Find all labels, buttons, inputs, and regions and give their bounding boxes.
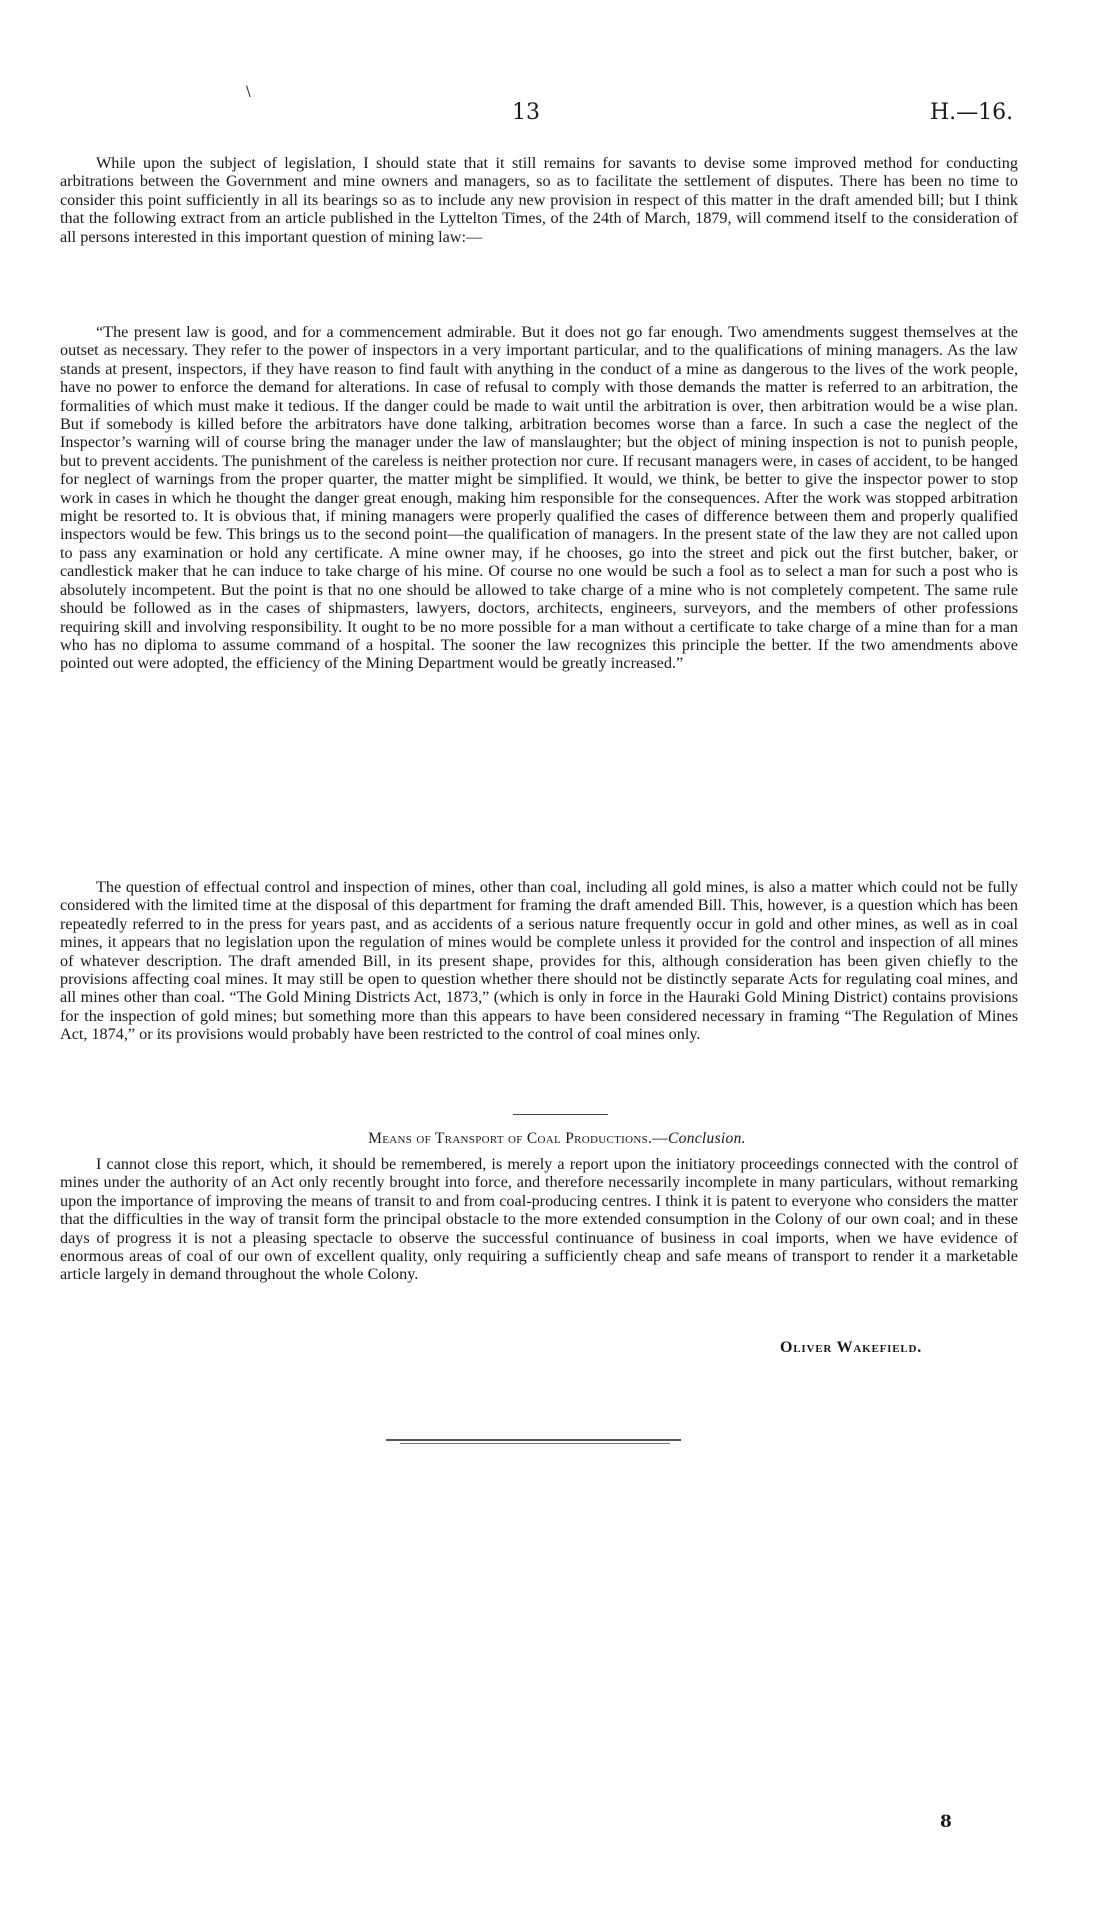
paragraph-legislation [60,154,1018,246]
paragraph-text: I cannot close this report, which, it should be remembered, is merely a report upon the initiatory proceedings connected with the control of mines under the authority of an Act only recently brought into force, and therefore necessarily incomplete in many particulars, without remarking upon the importance of improving the means of transit to and from coal-producing centres. I think it is patent to everyone who considers the matter that the difficulties in the way of transit form the principal obstacle to the more extended consumption in the Colony of our own coal; and in these days of progress it is not a pleasing spectacle to observe the successful continuance of business in coal imports, when we have evidence of enormous areas of coal of our own of excellent quality, only requiring a sufficiently cheap and safe means of transport to render it a marketable article largely in demand throughout the whole Colony. [60,1155,1018,1284]
section-divider [513,1114,608,1115]
paragraph-text: “The present law is good, and for a commencement admirable. But it does not go far enough. Two amendments suggest themselves at the outset as necessary. They refer to the power of inspectors in a very important particular, and to the qualifications of mining managers. As the law stands at present, inspectors, if they have reason to find fault with anything in the conduct of a mine as dangerous to the lives of the work people, have no power to enforce the demand for alterations. In case of refusal to comply with those demands the matter is referred to an arbitration, the formalities of which must make it tedious. If the danger could be made to wait until the arbitration is over, then arbitration would be a wise plan. But if somebody is killed before the arbitrators have done talking, arbitration becomes worse than a farce. In such a case the neglect of the Inspector’s warning will of course bring the manager under the law of manslaughter; but the object of mining inspection is not to punish people, but to prevent accidents. The punishment of the careless is neither protection nor cure. If recusant managers were, in cases of accident, to be hanged for neglect of warnings from the proper quarter, the matter might be simplified. It would, we think, be better to give the inspector power to stop work in cases in which he thought the danger great enough, making him responsible for the consequences. After the work was stopped arbitration might be resorted to. It is obvious that, if mining managers were properly qualified the cases of difference between them and properly qualified inspectors would be few. This brings us to the second point—the qualification of managers. In the present state of the law they are not called upon to pass any examination or hold any certificate. A mine owner may, if he chooses, go into the street and pick out the first butcher, baker, or candlestick maker that he can induce to take charge of his mine. Of course no one would be such a fool as to select a man for such a post who is absolutely incompetent. But the point is that no one should be allowed to take charge of a mine who is not completely competent. The same rule should be followed as in the cases of shipmasters, lawyers, doctors, architects, engineers, surveyors, and the members of other professions requiring skill and involving responsibility. It ought to be no more possible for a man without a certificate to take charge of a mine than for a man who has no diploma to assume command of a hospital. The sooner the law recognizes this principle the better. If the two amendments above pointed out were adopted, the efficiency of the Mining Department would be greatly increased.” [60,323,1018,673]
paragraph-text: While upon the subject of legislation, I should state that it still remains for savants to devise some improved method for conducting arbitrations between the Government and mine owners and managers, so as to facilitate the settlement of disputes. There has been no time to consider this point sufficiently in all its bearings so as to include any new provision in respect of this matter in the draft amended bill; but I think that the following extract from an article published in the Lyttelton Times, of the 24th of March, 1879, will commend itself to the consideration of all persons interested in this important question of mining law:— [60,154,1018,246]
end-rule [386,1439,681,1441]
footer-signature-mark: 8 [940,1812,952,1832]
end-rule-underline [400,1443,670,1444]
section-heading-title: Means of Transport of Coal Productions. [368,1130,653,1147]
heading-dash: — [652,1130,669,1147]
signature: Oliver Wakefield. [780,1339,923,1356]
page-number: 13 [512,100,540,125]
section-heading [0,1130,1114,1148]
section-heading-suffix: Conclusion. [668,1130,746,1147]
paragraph-text: The question of effectual control and inspection of mines, other than coal, including all gold mines, is also a matter which could not be fully considered with the limited time at the disposal of this department for framing the draft amended Bill. This, however, is a question which has been repeatedly referred to in the press for years past, and as accidents of a serious nature frequently occur in gold and other mines, as well as in coal mines, it appears that no legislation upon the regulation of mines would be complete unless it provided for the control and inspection of all mines of whatever description. The draft amended Bill, in its present shape, provides for this, although consideration has been given chiefly to the provisions affecting coal mines. It may still be open to question whether there should not be distinctly separate Acts for regulating coal mines, and all mines other than coal. “The Gold Mining Districts Act, 1873,” (which is only in force in the Hauraki Gold Mining District) contains provisions for the inspection of gold mines; but something more than this appears to have been considered necessary in framing “The Regulation of Mines Act, 1874,” or its provisions would probably have been restricted to the control of coal mines only. [60,878,1018,1044]
paragraph-gold-mines [60,878,1018,1044]
margin-tick-mark: \ [246,84,251,100]
paragraph-conclusion [60,1155,1018,1284]
paragraph-quoted-extract [60,323,1018,673]
document-reference: H.—16. [930,100,1014,125]
